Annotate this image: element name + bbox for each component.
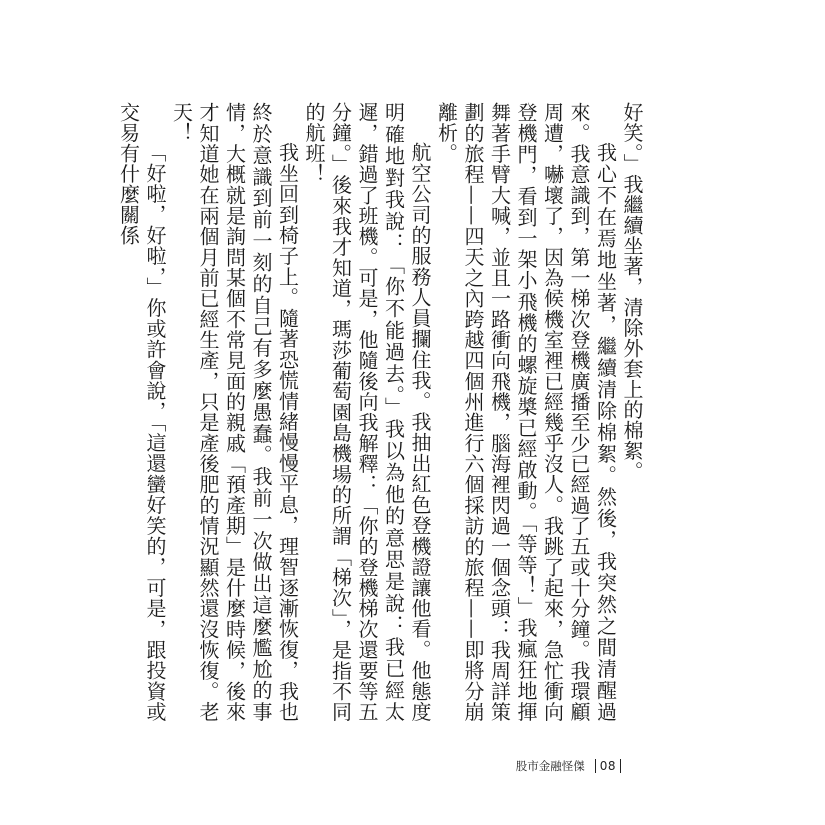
page-number: 08 bbox=[599, 759, 616, 773]
paragraph-4: 我坐回到椅子上。隨著恐慌情緒慢慢平息，理智逐漸恢復，我也終於意識到前一刻的自己有多麼愚蠢。我前一次做出這麼尷尬的事情，大概就是詢問某個不常見面的親戚「預產期」是什麼時候，後來才知道她在兩個月前已經生產，只是產後肥的情況顯然還沒恢復。老天！ bbox=[169, 102, 300, 722]
paragraph-5: 「好啦，好啦，」你或許會說，「這還蠻好笑的，可是，跟投資或交易有什麼關係 bbox=[116, 102, 167, 722]
footer-divider-left bbox=[595, 759, 596, 773]
footer-divider-right bbox=[620, 759, 621, 773]
running-title: 股市金融怪傑 bbox=[515, 759, 585, 773]
paragraph-2: 我心不在焉地坐著，繼續清除棉絮。然後，我突然之間清醒過來。我意識到，第一梯次登機廣播至少已經過了五或十分鐘。我環顧周遭，嚇壞了，因為候機室裡已經幾乎沒人。我跳了起來，急忙衝向登機門，看到一架小飛機的螺旋槳已經啟動。「等等！」我瘋狂地揮舞著手臂大喊，並且一路衝向飛機，腦海裡閃過一個念頭：我周詳策劃的旅程——四天之內跨越四個州進行六個採訪的旅程——即將分崩離析。 bbox=[434, 102, 618, 722]
body-text bbox=[116, 102, 645, 722]
paragraph-1: 好笑。」我繼續坐著，清除外套上的棉絮。 bbox=[620, 102, 644, 482]
paragraph-3: 航空公司的服務人員攔住我。我抽出紅色登機證讓他看。他態度明確地對我說：「你不能過去。」我以為他的意思是說：我已經太遲，錯過了班機。可是，他隨後向我解釋：「你的登機梯次還要等五分鐘。」後來我才知道，瑪莎葡萄園島機場的所謂「梯次」，是指不同的航班！ bbox=[302, 102, 432, 722]
page-footer bbox=[516, 758, 625, 774]
